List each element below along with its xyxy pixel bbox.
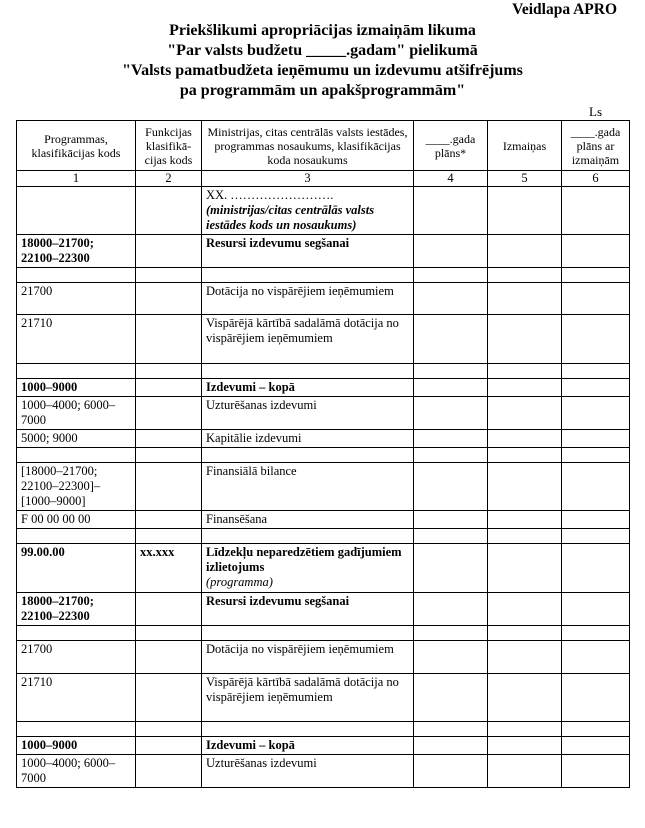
plan-with-changes-cell: [562, 430, 630, 448]
changes-cell: [488, 448, 562, 463]
function-code-cell: [136, 235, 202, 268]
function-code-cell: [136, 268, 202, 283]
function-code-cell: [136, 722, 202, 737]
function-code-cell: xx.xxx: [136, 544, 202, 593]
name-cell: [202, 283, 414, 315]
program-code-cell: [17, 448, 136, 463]
table-row: [17, 511, 630, 529]
changes-cell: [488, 544, 562, 593]
plan-with-changes-cell: [562, 364, 630, 379]
table-row: [17, 268, 630, 283]
changes-cell: [488, 268, 562, 283]
program-code-cell: [17, 364, 136, 379]
plan-with-changes-cell: [562, 626, 630, 641]
plan-with-changes-cell: [562, 755, 630, 788]
changes-cell: [488, 626, 562, 641]
program-code-cell: 18000–21700; 22100–22300: [17, 235, 136, 268]
program-code-cell: 99.00.00: [17, 544, 136, 593]
plan-with-changes-cell: [562, 235, 630, 268]
column-header-function-code: Funkcijas klasifikā-cijas kods: [136, 121, 202, 171]
function-code-cell: [136, 626, 202, 641]
changes-cell: [488, 430, 562, 448]
plan-with-changes-cell: [562, 593, 630, 626]
row-name: Vispārējā kārtībā sadalāmā dotācija no vispārējiem ieņēmumiem: [206, 675, 399, 704]
plan-with-changes-cell: [562, 529, 630, 544]
program-code-cell: 21700: [17, 283, 136, 315]
table-row: [17, 448, 630, 463]
plan-with-changes-cell: [562, 511, 630, 529]
column-number-row: [17, 171, 630, 187]
column-header-name: Ministrijas, citas centrālās valsts iestādes, programmas nosaukums, klasifikācijas koda nosaukums: [202, 121, 414, 171]
row-name: Dotācija no vispārējiem ieņēmumiem: [206, 284, 394, 298]
name-cell: [202, 511, 414, 529]
plan-with-changes-cell: [562, 268, 630, 283]
plan-cell: [414, 430, 488, 448]
function-code-cell: [136, 315, 202, 364]
name-cell: [202, 641, 414, 674]
changes-cell: [488, 315, 562, 364]
row-name: Finansēšana: [206, 512, 268, 526]
program-code-cell: 21700: [17, 641, 136, 674]
row-name: Izdevumi – kopā: [206, 380, 295, 394]
column-number: 4: [414, 171, 488, 187]
program-code-cell: [18000–21700; 22100–22300]– [1000–9000]: [17, 463, 136, 511]
plan-with-changes-cell: [562, 722, 630, 737]
program-code-cell: [17, 722, 136, 737]
column-header-program-code: Programmas, klasifikācijas kods: [17, 121, 136, 171]
column-number: 3: [202, 171, 414, 187]
plan-with-changes-cell: [562, 397, 630, 430]
plan-cell: [414, 544, 488, 593]
program-code-cell: 18000–21700; 22100–22300: [17, 593, 136, 626]
plan-cell: [414, 463, 488, 511]
table-row: [17, 641, 630, 674]
table-row: [17, 674, 630, 722]
table-row: [17, 283, 630, 315]
plan-cell: [414, 315, 488, 364]
row-name: Dotācija no vispārējiem ieņēmumiem: [206, 642, 394, 656]
column-number: 5: [488, 171, 562, 187]
name-cell: [202, 448, 414, 463]
plan-cell: [414, 364, 488, 379]
row-name: Kapitālie izdevumi: [206, 431, 302, 445]
row-name: Līdzekļu neparedzētiem gadījumiem izlietojums: [206, 545, 402, 574]
column-number: 2: [136, 171, 202, 187]
name-cell: [202, 364, 414, 379]
row-name: Resursi izdevumu segšanai: [206, 236, 350, 250]
row-name: Resursi izdevumu segšanai: [206, 594, 350, 608]
table-row: [17, 364, 630, 379]
plan-cell: [414, 593, 488, 626]
changes-cell: [488, 593, 562, 626]
plan-with-changes-cell: [562, 641, 630, 674]
document-title: [0, 21, 645, 101]
name-cell: [202, 430, 414, 448]
changes-cell: [488, 463, 562, 511]
program-code-cell: 21710: [17, 674, 136, 722]
table-row: [17, 379, 630, 397]
title-line: Priekšlikumi apropriācijas izmaiņām likuma: [169, 22, 476, 39]
plan-cell: [414, 511, 488, 529]
budget-table: [16, 120, 630, 788]
plan-cell: [414, 674, 488, 722]
changes-cell: [488, 641, 562, 674]
plan-cell: [414, 755, 488, 788]
name-cell: [202, 463, 414, 511]
changes-cell: [488, 364, 562, 379]
program-code-cell: 1000–4000; 6000–7000: [17, 397, 136, 430]
plan-cell: [414, 235, 488, 268]
plan-cell: [414, 397, 488, 430]
column-header-plan: ____.gada plāns*: [414, 121, 488, 171]
function-code-cell: [136, 397, 202, 430]
plan-with-changes-cell: [562, 283, 630, 315]
name-cell: [202, 235, 414, 268]
name-cell: [202, 626, 414, 641]
program-code-cell: [17, 268, 136, 283]
plan-with-changes-cell: [562, 379, 630, 397]
table-row: [17, 315, 630, 364]
function-code-cell: [136, 283, 202, 315]
plan-cell: [414, 722, 488, 737]
name-cell: [202, 268, 414, 283]
changes-cell: [488, 283, 562, 315]
function-code-cell: [136, 511, 202, 529]
plan-cell: [414, 641, 488, 674]
plan-cell: [414, 448, 488, 463]
changes-cell: [488, 397, 562, 430]
plan-with-changes-cell: [562, 448, 630, 463]
table-row: [17, 755, 630, 788]
row-name: Uzturēšanas izdevumi: [206, 398, 317, 412]
ministry-note: (ministrijas/citas centrālās valsts iestādes kods un nosaukums): [206, 203, 375, 232]
function-code-cell: [136, 379, 202, 397]
row-name: Izdevumi – kopā: [206, 738, 295, 752]
plan-with-changes-cell: [562, 737, 630, 755]
plan-with-changes-cell: [562, 315, 630, 364]
plan-cell: [414, 737, 488, 755]
changes-cell: [488, 737, 562, 755]
plan-cell: [414, 626, 488, 641]
table-row: [17, 722, 630, 737]
changes-cell: [488, 379, 562, 397]
function-code-cell: [136, 593, 202, 626]
ministry-line: XX. …………………….: [206, 188, 334, 202]
changes-cell: [488, 529, 562, 544]
table-row: [17, 529, 630, 544]
name-cell: [202, 544, 414, 593]
column-number: 6: [562, 171, 630, 187]
row-name: Vispārējā kārtībā sadalāmā dotācija no vispārējiem ieņēmumiem: [206, 316, 399, 345]
function-code-cell: [136, 641, 202, 674]
function-code-cell: [136, 430, 202, 448]
changes-cell: [488, 722, 562, 737]
table-row: [17, 626, 630, 641]
row-name: Uzturēšanas izdevumi: [206, 756, 317, 770]
currency-unit: Ls: [589, 104, 602, 119]
title-line: pa programmām un apakšprogrammām": [179, 82, 466, 99]
title-line: "Par valsts budžetu _____.gadam" pielikumā: [167, 42, 478, 59]
table-row: [17, 463, 630, 511]
function-code-cell: [136, 448, 202, 463]
name-cell: [202, 529, 414, 544]
function-code-cell: [136, 463, 202, 511]
program-code-cell: 1000–9000: [17, 737, 136, 755]
plan-cell: [414, 529, 488, 544]
name-cell: [202, 593, 414, 626]
header-row: [17, 121, 630, 171]
program-code-cell: 1000–4000; 6000–7000: [17, 755, 136, 788]
table-row: [17, 430, 630, 448]
plan-cell: [414, 379, 488, 397]
column-header-plan-with-changes: ____.gada plāns ar izmaiņām: [562, 121, 630, 171]
table-row-ministry: [17, 187, 630, 235]
row-name-note: (programma): [206, 575, 273, 589]
changes-cell: [488, 755, 562, 788]
name-cell: [202, 379, 414, 397]
name-cell: [202, 722, 414, 737]
changes-cell: [488, 511, 562, 529]
changes-cell: [488, 235, 562, 268]
table-row: [17, 737, 630, 755]
column-header-changes: Izmaiņas: [488, 121, 562, 171]
program-code-cell: F 00 00 00 00: [17, 511, 136, 529]
program-code-cell: [17, 626, 136, 641]
name-cell: [202, 315, 414, 364]
table-row: [17, 544, 630, 593]
function-code-cell: [136, 364, 202, 379]
table-row: [17, 397, 630, 430]
function-code-cell: [136, 755, 202, 788]
function-code-cell: [136, 737, 202, 755]
plan-with-changes-cell: [562, 544, 630, 593]
function-code-cell: [136, 529, 202, 544]
name-cell: [202, 397, 414, 430]
plan-cell: [414, 268, 488, 283]
table-row: [17, 593, 630, 626]
name-cell: [202, 737, 414, 755]
ministry-cell: [202, 187, 414, 235]
plan-cell: [414, 283, 488, 315]
title-line: "Valsts pamatbudžeta ieņēmumu un izdevumu atšifrējums: [122, 62, 523, 79]
plan-with-changes-cell: [562, 463, 630, 511]
changes-cell: [488, 674, 562, 722]
table-row: [17, 235, 630, 268]
program-code-cell: [17, 529, 136, 544]
plan-with-changes-cell: [562, 674, 630, 722]
row-name: Finansiālā bilance: [206, 464, 297, 478]
column-number: 1: [17, 171, 136, 187]
program-code-cell: 5000; 9000: [17, 430, 136, 448]
form-id: Veidlapa APRO: [512, 1, 617, 18]
program-code-cell: 1000–9000: [17, 379, 136, 397]
function-code-cell: [136, 674, 202, 722]
name-cell: [202, 674, 414, 722]
name-cell: [202, 755, 414, 788]
program-code-cell: 21710: [17, 315, 136, 364]
